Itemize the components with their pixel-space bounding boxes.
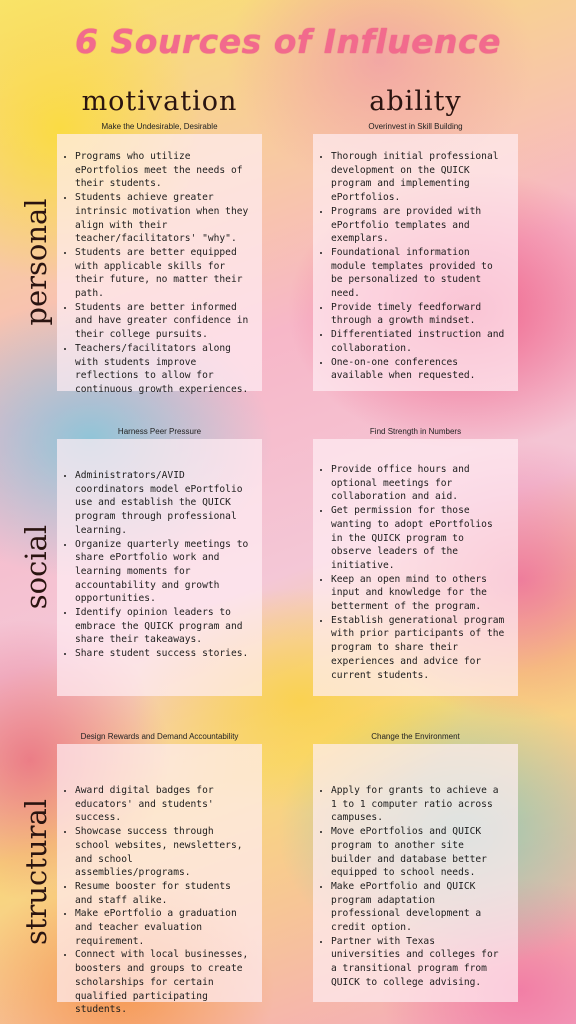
bullet-list <box>63 784 254 1017</box>
list-item: • Organize quarterly meetings to share ePortfolio work and learning moments for accountability and growth opportunities. <box>75 538 254 607</box>
card-personal-motivation <box>57 134 262 395</box>
bullet-list <box>63 469 254 661</box>
list-item: • Teachers/facilitators along with students improve reflections to allow for continuous growth experiences. <box>75 342 254 397</box>
list-item: • Showcase success through school websites, newsletters, and school assemblies/programs. <box>75 825 254 880</box>
list-item: • Programs are provided with ePortfolio templates and exemplars. <box>331 205 510 246</box>
list-item: • Students are better informed and have greater confidence in their college pursuits. <box>75 301 254 342</box>
bullet-list <box>319 150 510 383</box>
bullet-list <box>319 463 510 682</box>
list-item: • Get permission for those wanting to adopt ePortfolios in the QUICK program to observe leaders of the initiative. <box>331 504 510 573</box>
list-item: • Partner with Texas universities and colleges for a transitional program from QUICK to college advising. <box>331 935 510 990</box>
list-item: • Provide timely feedforward through a growth mindset. <box>331 301 510 328</box>
list-item: • Foundational information module templates provided to be personalized to student need. <box>331 246 510 301</box>
list-item: • Identify opinion leaders to embrace the QUICK program and share their takeaways. <box>75 606 254 647</box>
list-item: • Students are better equipped with applicable skills for their future, no matter their path. <box>75 246 254 301</box>
column-heading-motivation: motivation <box>81 86 238 117</box>
list-item: • Connect with local businesses, boosters and groups to create scholarships for certain qualified participating students. <box>75 948 254 1017</box>
list-item: • Make ePortfolio a graduation and teacher evaluation requirement. <box>75 907 254 948</box>
list-item: • Make ePortfolio and QUICK program adaptation professional development a credit option. <box>331 880 510 935</box>
subtitle-structural-ability: Change the Environment <box>371 732 460 741</box>
card-personal-ability <box>313 134 518 391</box>
subtitle-personal-motivation: Make the Undesirable, Desirable <box>101 122 218 131</box>
list-item: • One-on-one conferences available when requested. <box>331 356 510 383</box>
list-item: • Thorough initial professional development on the QUICK program and implementing ePortfolios. <box>331 150 510 205</box>
infographic-title: 6 Sources of Influence <box>75 22 501 61</box>
list-item: • Share student success stories. <box>75 647 254 661</box>
list-item: • Resume booster for students and staff alike. <box>75 880 254 907</box>
bullet-list <box>319 784 510 990</box>
card-social-motivation <box>57 439 262 696</box>
row-label-personal-text: personal <box>19 198 53 326</box>
list-item: • Students achieve greater intrinsic motivation when they align with their teacher/facilitators' "why". <box>75 191 254 246</box>
list-item: • Keep an open mind to others input and knowledge for the betterment of the program. <box>331 573 510 614</box>
list-item: • Establish generational program with prior participants of the program to share their experiences and advice for current students. <box>331 614 510 683</box>
column-heading-ability: ability <box>369 86 462 117</box>
list-item: • Award digital badges for educators' and students' success. <box>75 784 254 825</box>
card-structural-motivation <box>57 744 262 1016</box>
list-item: • Programs who utilize ePortfolios meet the needs of their students. <box>75 150 254 191</box>
card-structural-ability <box>313 744 518 1002</box>
list-item: • Apply for grants to achieve a 1 to 1 computer ratio across campuses. <box>331 784 510 825</box>
subtitle-structural-motivation: Design Rewards and Demand Accountability <box>80 732 239 741</box>
card-social-ability <box>313 439 518 696</box>
bullet-list <box>63 150 254 397</box>
row-label-social-text: social <box>19 524 53 610</box>
list-item: • Differentiated instruction and collaboration. <box>331 328 510 355</box>
subtitle-social-motivation: Harness Peer Pressure <box>117 427 202 436</box>
subtitle-personal-ability: Overinvest in Skill Building <box>368 122 463 131</box>
subtitle-social-ability: Find Strength in Numbers <box>369 427 462 436</box>
list-item: • Move ePortfolios and QUICK program to another site builder and database better equipped to school needs. <box>331 825 510 880</box>
row-label-structural-text: structural <box>19 798 53 946</box>
list-item: • Provide office hours and optional meetings for collaboration and aid. <box>331 463 510 504</box>
list-item: • Administrators/AVID coordinators model ePortfolio use and establish the QUICK program through professional learning. <box>75 469 254 538</box>
